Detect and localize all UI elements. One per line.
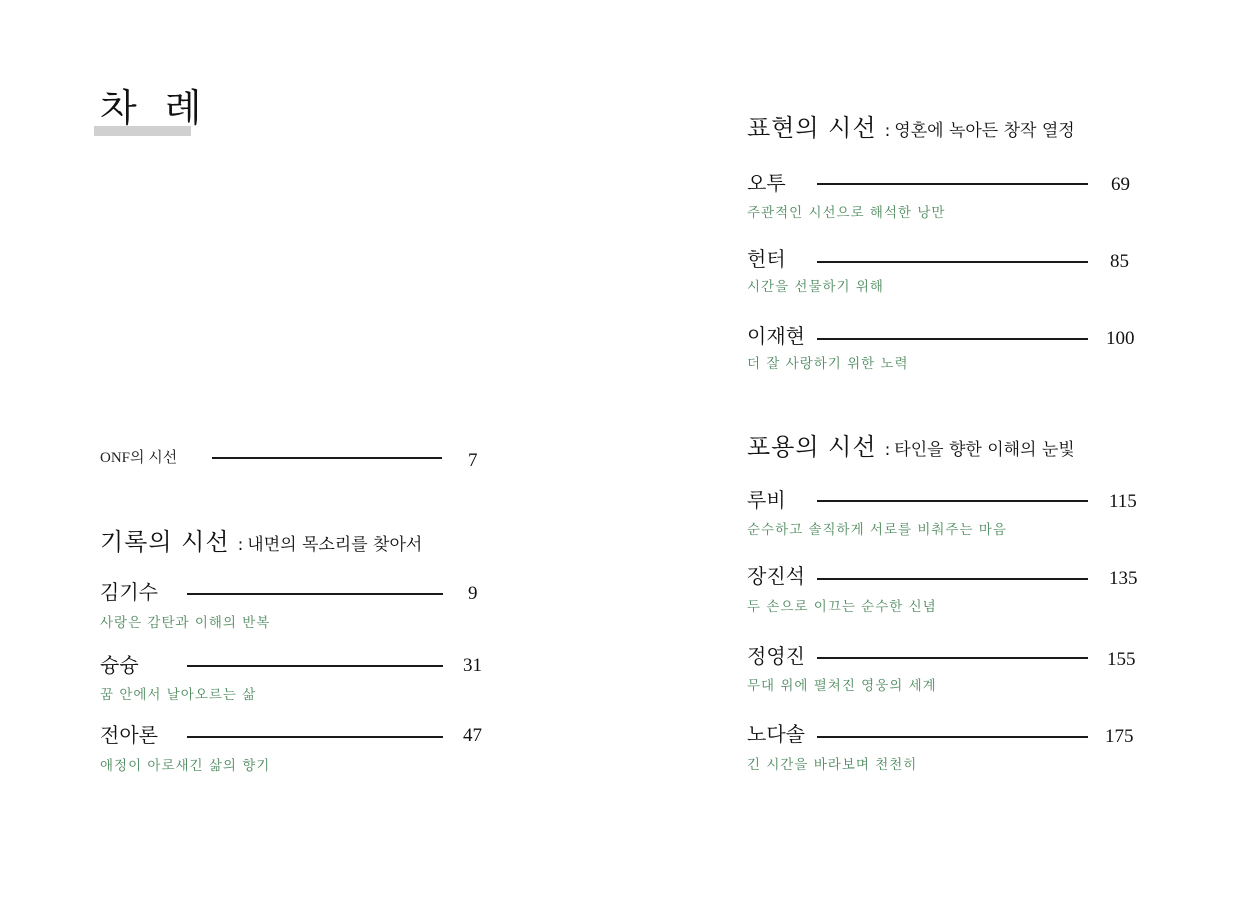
entry-page-number: 175 (1105, 726, 1134, 747)
leader-line (817, 261, 1088, 263)
entry-name: ONF의 시선 (100, 450, 178, 466)
entry-description: 애정이 아로새긴 삶의 향기 (100, 758, 271, 774)
entry-description: 사랑은 감탄과 이해의 반복 (100, 615, 271, 631)
entry-page-number: 115 (1109, 491, 1137, 512)
entry-description: 긴 시간을 바라보며 천천히 (747, 757, 918, 773)
entry-page-number: 100 (1106, 328, 1135, 349)
leader-line (817, 338, 1088, 340)
toc-title-block (94, 86, 210, 138)
leader-line (187, 736, 443, 738)
entry-description: 꿈 안에서 날아오르는 삶 (100, 687, 257, 703)
leader-line (817, 578, 1088, 580)
entry-description: 무대 위에 펼쳐진 영웅의 세계 (747, 678, 937, 694)
entry-page-number: 135 (1109, 568, 1138, 589)
entry-name: 루비 (747, 488, 786, 512)
leader-line (817, 736, 1088, 738)
page-title: 차 례 (100, 86, 210, 130)
entry-page-number: 69 (1111, 174, 1130, 195)
entry-page-number: 47 (463, 725, 482, 746)
entry-page-number: 85 (1110, 251, 1129, 272)
section-subtitle: 내면의 목소리를 찾아서 (247, 535, 423, 555)
entry-description: 시간을 선물하기 위해 (747, 279, 884, 295)
section-separator: : (237, 535, 244, 555)
entry-name: 슝슝 (100, 653, 139, 677)
section-heading (100, 522, 422, 557)
entry-name: 노다솔 (747, 722, 805, 746)
leader-line (187, 665, 443, 667)
section-separator: : (884, 440, 891, 460)
leader-line (212, 457, 442, 459)
entry-description: 두 손으로 이끄는 순수한 신념 (747, 599, 937, 615)
section-title: 포용의 시선 (747, 433, 877, 461)
section-separator: : (884, 121, 891, 141)
entry-page-number: 31 (463, 655, 482, 676)
entry-name: 이재현 (747, 324, 805, 348)
section-title: 기록의 시선 (100, 528, 230, 556)
entry-name: 김기수 (100, 580, 158, 604)
section-subtitle: 타인을 향한 이해의 눈빛 (894, 440, 1075, 460)
entry-page-number: 155 (1107, 649, 1136, 670)
entry-name: 장진석 (747, 564, 805, 588)
section-heading (747, 427, 1075, 462)
leader-line (817, 500, 1088, 502)
entry-name: 헌터 (747, 247, 786, 271)
section-heading (747, 108, 1075, 143)
entry-page-number: 9 (468, 583, 478, 604)
entry-description: 주관적인 시선으로 해석한 낭만 (747, 205, 946, 221)
entry-name: 전아론 (100, 723, 158, 747)
entry-description: 순수하고 솔직하게 서로를 비춰주는 마음 (747, 522, 1007, 538)
entry-name: 오투 (747, 171, 786, 195)
section-subtitle: 영혼에 녹아든 창작 열정 (894, 121, 1075, 141)
leader-line (817, 183, 1088, 185)
section-title: 표현의 시선 (747, 114, 877, 142)
entry-name: 정영진 (747, 644, 805, 668)
entry-page-number: 7 (468, 450, 478, 471)
leader-line (817, 657, 1088, 659)
leader-line (187, 593, 443, 595)
entry-description: 더 잘 사랑하기 위한 노력 (747, 356, 909, 372)
